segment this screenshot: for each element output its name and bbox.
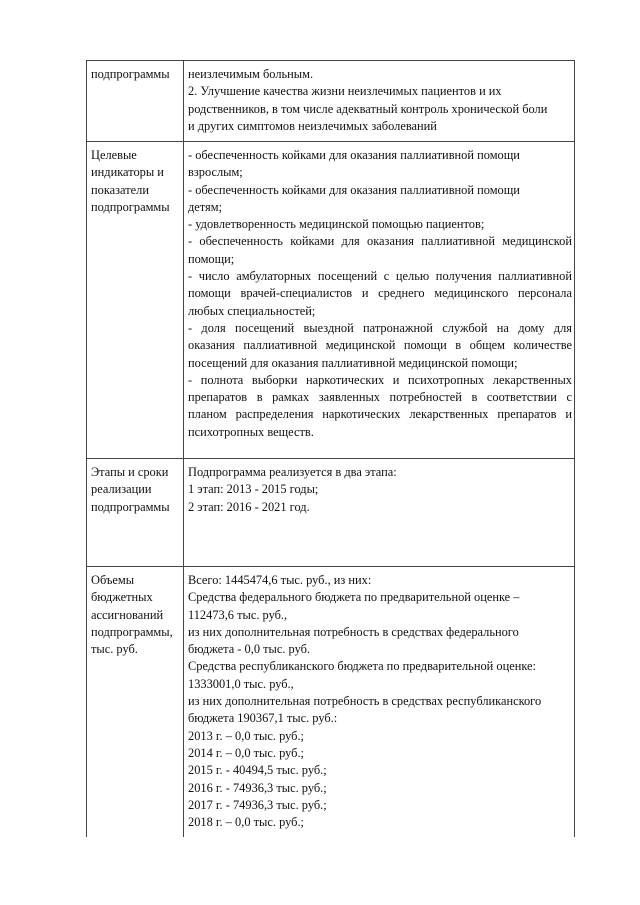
- row-label-line: подпрограммы: [91, 499, 170, 514]
- content-line: - обеспеченность койками для оказания паллиативной медицинской: [188, 234, 572, 249]
- content-line: помощи врачей-специалистов и среднего медицинского персонала: [188, 286, 572, 301]
- row-content-cell: [188, 464, 572, 516]
- row-label-line: Объемы: [91, 573, 135, 587]
- table-row-divider: [86, 141, 575, 142]
- content-line: из них дополнительная потребность в средствах федерального: [188, 624, 519, 639]
- content-line: любых специальностей;: [188, 303, 316, 318]
- row-label-line: Целевые: [91, 148, 137, 162]
- content-line: 2013 г. – 0,0 тыс. руб.;: [188, 728, 304, 743]
- content-line: оказания паллиативной медицинской помощи в общем количестве: [188, 338, 572, 353]
- content-line: препаратов в рамках заявленных потребностей в соответствии с: [188, 390, 572, 405]
- row-label-cell: [91, 572, 183, 658]
- content-line: посещений для оказания паллиативной медицинской помощи;: [188, 355, 518, 370]
- table-column-divider: [183, 60, 184, 837]
- content-line: Всего: 1445474,6 тыс. руб., из них:: [188, 573, 372, 587]
- content-line: - обеспеченность койками для оказания паллиативной помощи: [188, 148, 520, 162]
- content-line: Средства федерального бюджета по предварительной оценке –: [188, 590, 520, 605]
- content-line: помощи;: [188, 251, 235, 266]
- content-line: родственников, в том числе адекватный контроль хронической боли: [188, 101, 548, 116]
- row-label-line: тыс. руб.: [91, 642, 138, 657]
- content-line: бюджета 190367,1 тыс. руб.:: [188, 711, 338, 726]
- row-label-line: бюджетных: [91, 590, 153, 605]
- row-label-cell: [91, 66, 181, 83]
- content-line: 112473,6 тыс. руб.,: [188, 607, 288, 622]
- table-row-divider: [86, 458, 575, 459]
- content-line: 2 этап: 2016 - 2021 год.: [188, 499, 310, 514]
- content-line: 2. Улучшение качества жизни неизлечимых пациентов и их: [188, 84, 502, 99]
- content-line: - удовлетворенность медицинской помощью пациентов;: [188, 217, 485, 232]
- content-line: детям;: [188, 199, 223, 214]
- content-line: 2016 г. - 74936,3 тыс. руб.;: [188, 780, 327, 795]
- content-line: - число амбулаторных посещений с целью получения паллиативной: [188, 269, 572, 284]
- row-label-line: подпрограммы: [91, 67, 170, 81]
- table-border-right: [574, 60, 575, 837]
- table-border-left: [86, 60, 87, 837]
- table-row-divider: [86, 566, 575, 567]
- row-label-line: реализации: [91, 482, 152, 497]
- content-line: бюджета - 0,0 тыс. руб.: [188, 642, 311, 657]
- content-line: взрослым;: [188, 165, 243, 180]
- content-line: 2014 г. – 0,0 тыс. руб.;: [188, 745, 304, 760]
- content-line: 1333001,0 тыс. руб.,: [188, 676, 294, 691]
- content-line: 2017 г. - 74936,3 тыс. руб.;: [188, 797, 327, 812]
- content-line: - обеспеченность койками для оказания паллиативной помощи: [188, 182, 520, 197]
- row-label-line: показатели: [91, 182, 149, 197]
- content-line: планом распределения наркотических лекарственных препаратов и: [188, 407, 572, 422]
- row-label-cell: [91, 464, 181, 516]
- row-label-line: ассигнований: [91, 607, 164, 622]
- content-line: 2015 г. - 40494,5 тыс. руб.;: [188, 763, 327, 778]
- content-line: Подпрограмма реализуется в два этапа:: [188, 465, 397, 479]
- content-line: Средства республиканского бюджета по предварительной оценке:: [188, 659, 537, 674]
- row-content-cell: [188, 66, 572, 135]
- content-line: психотропных веществ.: [188, 424, 314, 439]
- row-label-cell: [91, 147, 181, 216]
- content-line: и других симптомов неизлечимых заболеваний: [188, 118, 437, 133]
- content-line: - доля посещений выездной патронажной службой на дому для: [188, 320, 572, 335]
- content-line: - полнота выборки наркотических и психотропных лекарственных: [188, 372, 572, 387]
- content-line: 1 этап: 2013 - 2015 годы;: [188, 482, 319, 497]
- content-line: неизлечимым больным.: [188, 67, 314, 81]
- content-line: 2018 г. – 0,0 тыс. руб.;: [188, 815, 304, 830]
- row-label-line: подпрограммы: [91, 199, 170, 214]
- row-content-cell: [188, 147, 572, 441]
- row-label-line: подпрограммы,: [91, 624, 173, 639]
- row-label-line: индикаторы и: [91, 165, 164, 180]
- table-border-top: [86, 60, 575, 61]
- row-content-cell: [188, 572, 572, 831]
- row-label-line: Этапы и сроки: [91, 465, 169, 479]
- content-line: из них дополнительная потребность в средствах республиканского: [188, 694, 542, 709]
